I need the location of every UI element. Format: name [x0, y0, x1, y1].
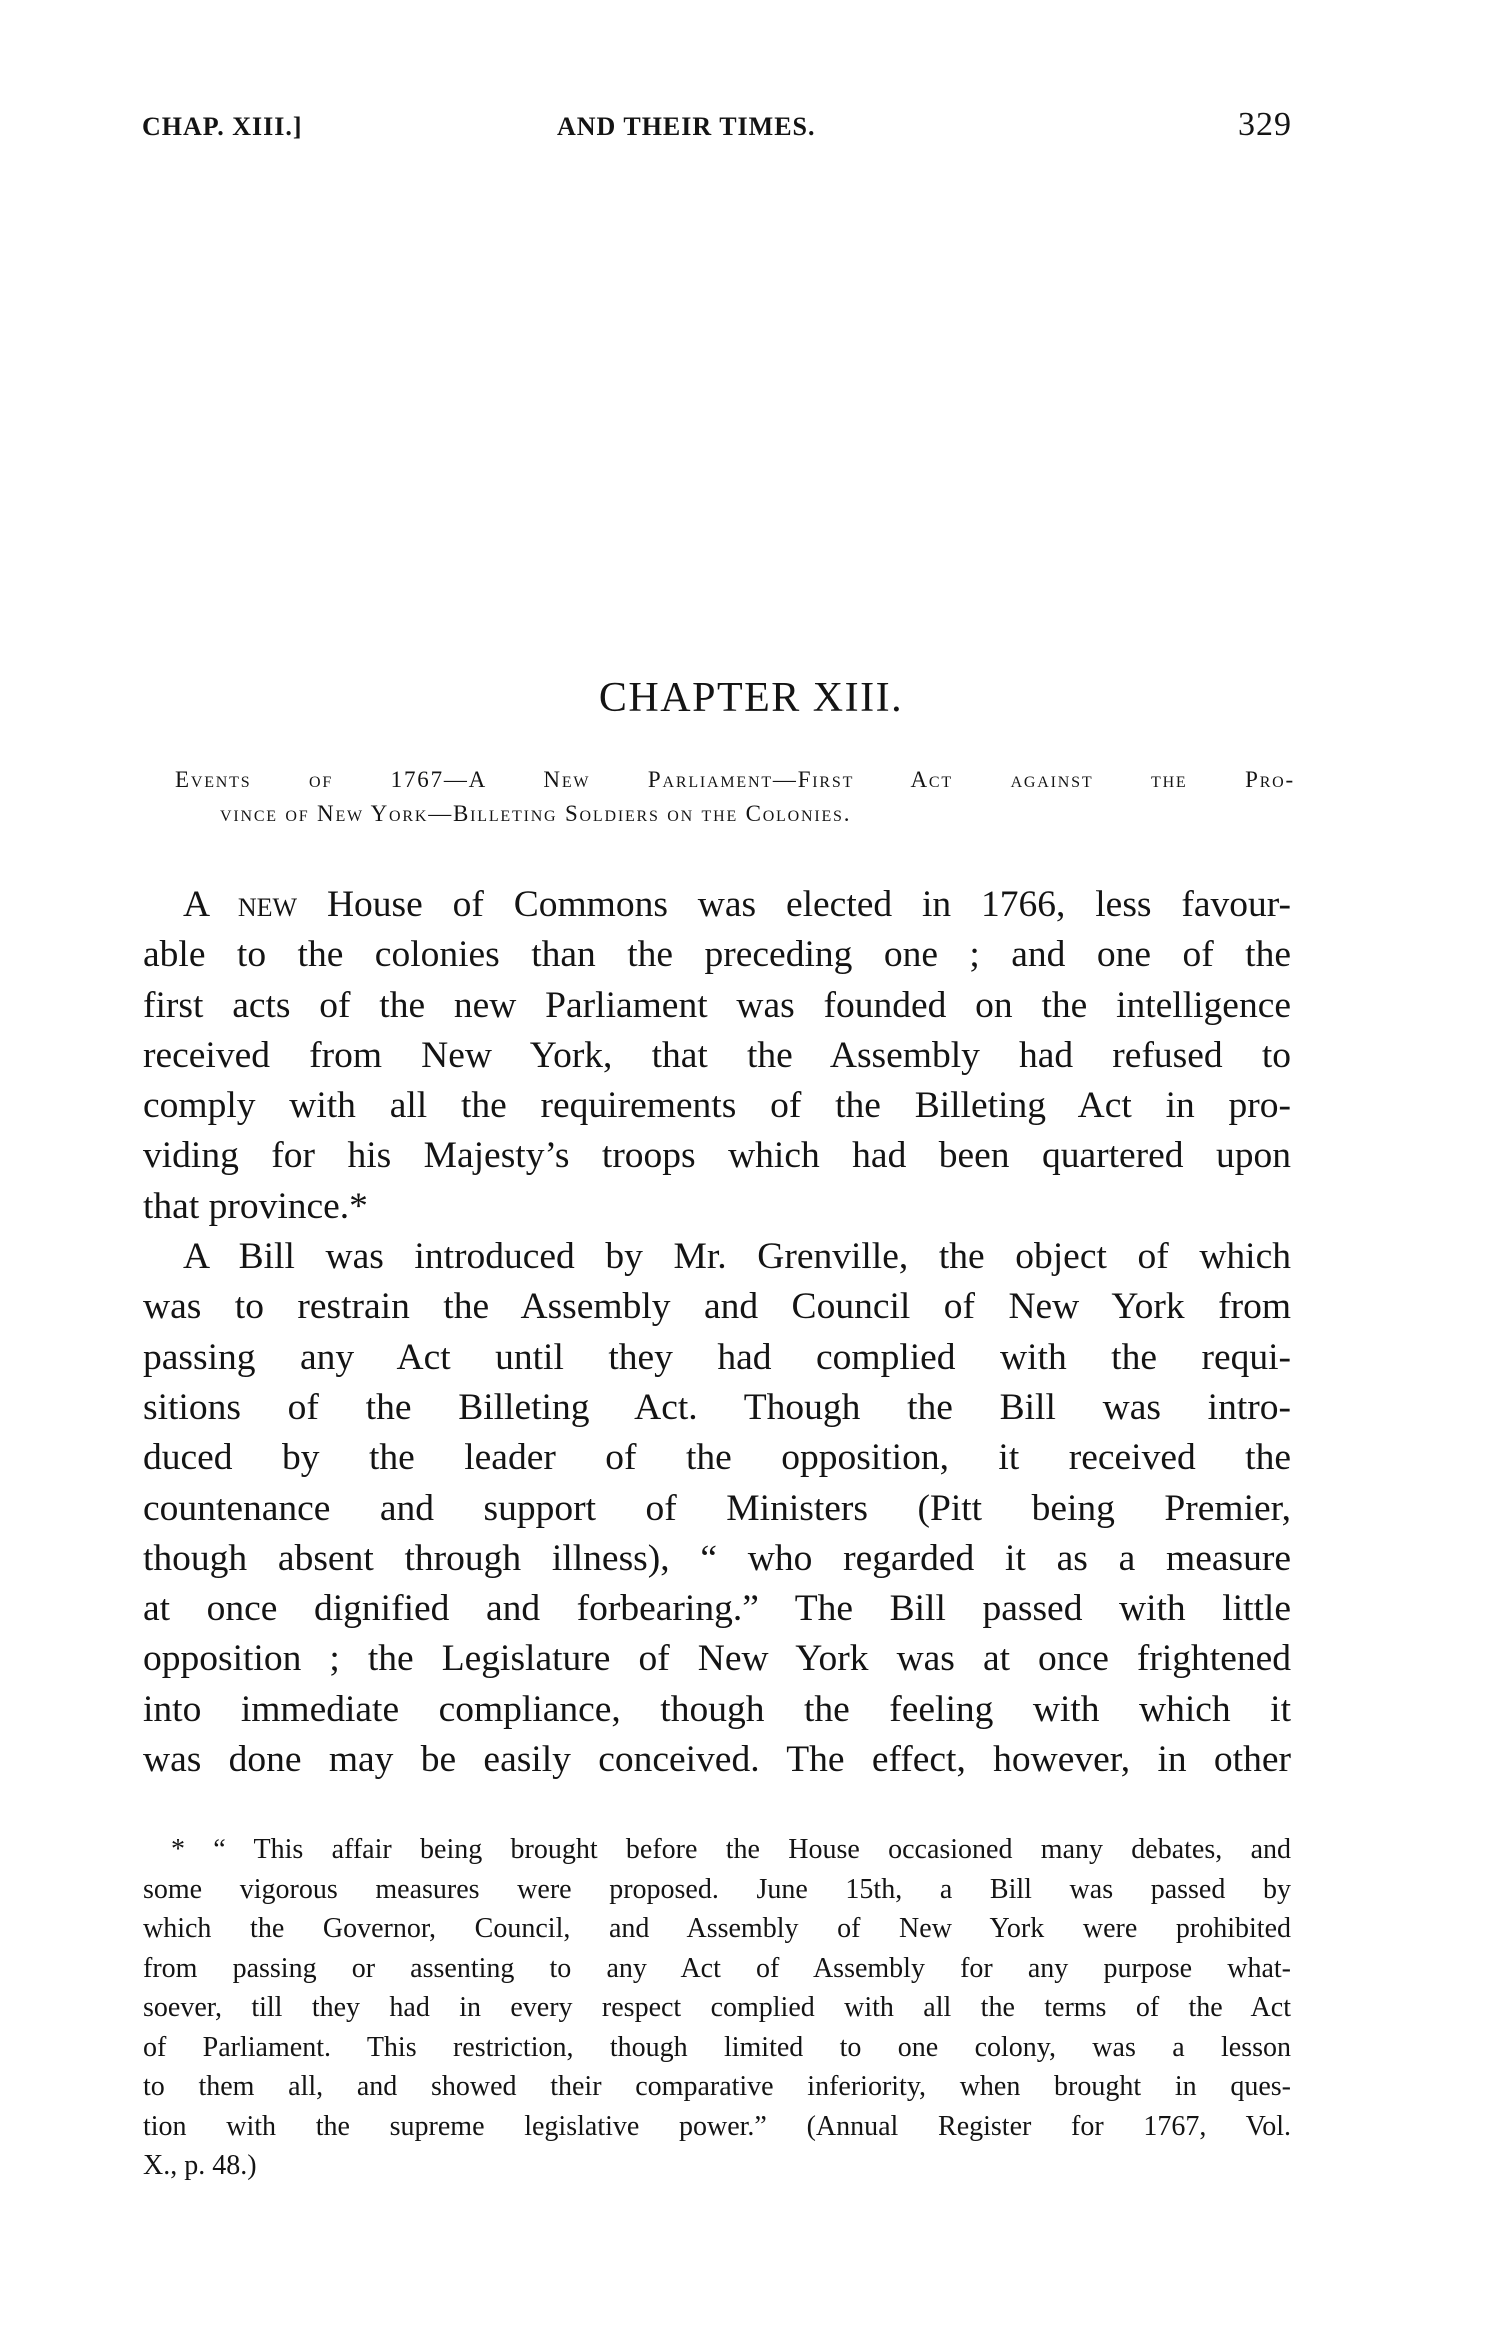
footnote-line: to them all, and showed their comparative inferiority, when brought in ques- [143, 2071, 1291, 2102]
paragraph [143, 1232, 1291, 1785]
paragraph-line: viding for his Majesty’s troops which had been quartered upon [143, 1135, 1291, 1177]
paragraph-line: was done may be easily conceived. The effect, however, in other [143, 1739, 1291, 1781]
running-header [142, 106, 1292, 152]
paragraph-line: though absent through illness), “ who regarded it as a measure [143, 1537, 1291, 1579]
paragraph-line: received from New York, that the Assembly had refused to [143, 1034, 1291, 1076]
footnote-line: tion with the supreme legislative power.” (Annual Register for 1767, Vol. [143, 2110, 1291, 2142]
chapter-title: CHAPTER XIII. [598, 675, 904, 721]
paragraph-line: sitions of the Billeting Act. Though the Bill was intro- [143, 1386, 1291, 1428]
footnote-line: X., p. 48.) [143, 2150, 257, 2181]
paragraph-line: was to restrain the Assembly and Council of New York from [143, 1286, 1291, 1328]
footnote-line: * “ This affair being brought before the House occasioned many debates, and [171, 1834, 1291, 1865]
page-number: 329 [1238, 106, 1292, 143]
paragraph-line: at once dignified and forbearing.” The Bill passed with little [143, 1588, 1291, 1630]
body-text [143, 880, 1291, 1785]
chapter-reference: CHAP. XIII.] [142, 112, 303, 141]
chapter-summary [175, 763, 1295, 831]
paragraph-line: duced by the leader of the opposition, it received the [143, 1437, 1291, 1479]
paragraph-line: passing any Act until they had complied with the requi- [143, 1336, 1291, 1378]
paragraph-line: A Bill was introduced by Mr. Grenville, the object of which [183, 1236, 1291, 1278]
paragraph-line: opposition ; the Legislature of New York was at once frightened [143, 1638, 1291, 1680]
first-line-text: House of Commons was elected in 1766, less favour- [297, 884, 1291, 925]
footnote-line: which the Governor, Council, and Assembly of New York were prohibited [143, 1913, 1291, 1944]
footnote-line: some vigorous measures were proposed. June 15th, a Bill was passed by [143, 1873, 1291, 1905]
paragraph-line: countenance and support of Ministers (Pitt being Premier, [143, 1487, 1291, 1529]
paragraph-line [143, 880, 1291, 930]
paragraph [143, 880, 1291, 1232]
paragraph-line: that province.* [143, 1185, 368, 1227]
footnote-line: of Parliament. This restriction, though limited to one colony, was a lesson [143, 2031, 1291, 2063]
footnote-line: soever, till they had in every respect complied with all the terms of the Act [143, 1992, 1291, 2023]
drop-word: A new [183, 884, 298, 925]
footnote-line: from passing or assenting to any Act of Assembly for any purpose what- [143, 1952, 1291, 1984]
paragraph-line: into immediate compliance, though the feeling with which it [143, 1688, 1291, 1730]
running-title: AND THEIR TIMES. [557, 112, 816, 141]
chapter-summary-line: vince of New York—Billeting Soldiers on the Colonies. [220, 801, 852, 826]
footnote [143, 1830, 1291, 2186]
paragraph-line: comply with all the requirements of the Billeting Act in pro- [143, 1085, 1291, 1127]
chapter-summary-line: Events of 1767—A New Parliament—First Act against the Pro- [175, 767, 1295, 792]
paragraph-line: able to the colonies than the preceding one ; and one of the [143, 934, 1291, 976]
paragraph-line: first acts of the new Parliament was founded on the intelligence [143, 984, 1291, 1026]
